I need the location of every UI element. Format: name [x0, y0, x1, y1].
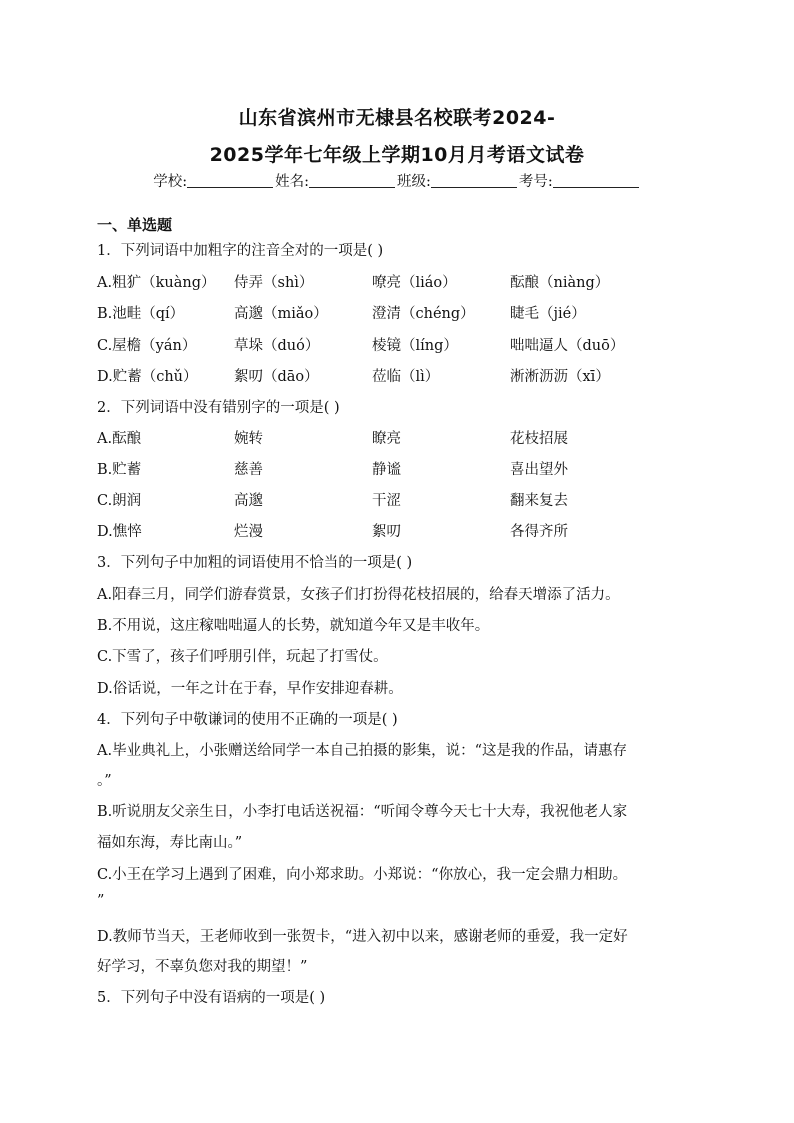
- question-4-option-b-line1: B.听说朋友父亲生日，小李打电话送祝福：“听闻令尊今天七十大寿，我祝他老人家: [97, 804, 628, 820]
- option-cell: 各得齐所: [510, 524, 568, 540]
- exam-title-line1: 山东省滨州市无棣县名校联考2024-: [238, 107, 556, 129]
- option-cell: 高邈（miǎo）: [234, 306, 328, 322]
- number-blank[interactable]: [553, 173, 639, 188]
- name-label: 姓名:: [275, 174, 309, 190]
- option-cell: 干涩: [372, 493, 401, 509]
- option-cell: C.朗润: [97, 493, 142, 509]
- option-cell: 高邈: [234, 493, 263, 509]
- option-cell: 莅临（lì）: [372, 369, 440, 385]
- option-cell: 翻来复去: [510, 493, 568, 509]
- question-2-stem: 2．下列词语中没有错别字的一项是( ): [97, 400, 340, 416]
- student-info-line: [0, 170, 794, 191]
- name-blank[interactable]: [309, 173, 395, 188]
- question-4-option-d-line2: 好学习，不辜负您对我的期望！”: [97, 959, 308, 975]
- option-cell: 侍弄（shì）: [234, 275, 314, 291]
- option-cell: B.池畦（qí）: [97, 306, 185, 322]
- question-4-option-c-line1: C.小王在学习上遇到了困难，向小郑求助。小郑说：“你放心，我一定会鼎力相助。: [97, 867, 628, 883]
- question-4-option-b-line2: 福如东海，寿比南山。”: [97, 835, 243, 851]
- question-4-option-c-line2: ”: [97, 893, 105, 909]
- question-4-option-a-line1: A.毕业典礼上，小张赠送给同学一本自己拍摄的影集，说：“这是我的作品，请惠存: [97, 743, 627, 759]
- question-3-option-d: D.俗话说，一年之计在于春，早作安排迎春耕。: [97, 681, 403, 697]
- option-cell: D.憔悴: [97, 524, 142, 540]
- option-cell: 澄清（chéng）: [372, 306, 475, 322]
- number-label: 考号:: [518, 174, 553, 190]
- option-cell: 酝酿（niàng）: [510, 275, 610, 291]
- exam-title-line2: 2025学年七年级上学期10月月考语文试卷: [209, 144, 585, 166]
- option-cell: 花枝招展: [510, 431, 568, 447]
- question-4-stem: 4．下列句子中敬谦词的使用不正确的一项是( ): [97, 712, 398, 728]
- option-cell: 咄咄逼人（duō）: [510, 338, 625, 354]
- question-3-option-c: C.下雪了，孩子们呼朋引伴，玩起了打雪仗。: [97, 649, 388, 665]
- option-cell: C.屋檐（yán）: [97, 338, 197, 354]
- option-cell: 烂漫: [234, 524, 263, 540]
- option-cell: 淅淅沥沥（xī）: [510, 369, 610, 385]
- question-3-option-a: A.阳春三月，同学们游春赏景，女孩子们打扮得花枝招展的，给春天增添了活力。: [97, 587, 620, 603]
- option-cell: 静谧: [372, 462, 401, 478]
- option-cell: 嘹亮（liáo）: [372, 275, 457, 291]
- class-label: 班级:: [397, 174, 431, 190]
- section-heading: 一、单选题: [97, 216, 173, 234]
- question-3-stem: 3．下列句子中加粗的词语使用不恰当的一项是( ): [97, 555, 413, 571]
- question-1-stem: 1．下列词语中加粗字的注音全对的一项是( ): [97, 243, 384, 259]
- option-cell: 瞭亮: [372, 431, 401, 447]
- question-3-option-b: B.不用说，这庄稼咄咄逼人的长势，就知道今年又是丰收年。: [97, 618, 490, 634]
- school-blank[interactable]: [187, 173, 273, 188]
- option-cell: 睫毛（jié）: [510, 306, 586, 322]
- option-cell: A.酝酿: [97, 431, 142, 447]
- option-cell: A.粗犷（kuàng）: [97, 275, 216, 291]
- class-blank[interactable]: [431, 173, 517, 188]
- option-cell: 喜出望外: [510, 462, 568, 478]
- question-5-stem: 5．下列句子中没有语病的一项是( ): [97, 990, 326, 1006]
- option-cell: 絮叨: [372, 524, 401, 540]
- option-cell: 草垛（duó）: [234, 338, 320, 354]
- option-cell: B.贮蓄: [97, 462, 142, 478]
- school-label: 学校:: [153, 174, 188, 190]
- option-cell: D.贮蓄（chǔ）: [97, 369, 198, 385]
- option-cell: 慈善: [234, 462, 263, 478]
- option-cell: 棱镜（líng）: [372, 338, 458, 354]
- option-cell: 婉转: [234, 431, 263, 447]
- option-cell: 絮叨（dāo）: [234, 369, 319, 385]
- question-4-option-d-line1: D.教师节当天，王老师收到一张贺卡，“进入初中以来，感谢老师的垂爱，我一定好: [97, 929, 628, 945]
- question-4-option-a-line2: 。”: [97, 773, 112, 789]
